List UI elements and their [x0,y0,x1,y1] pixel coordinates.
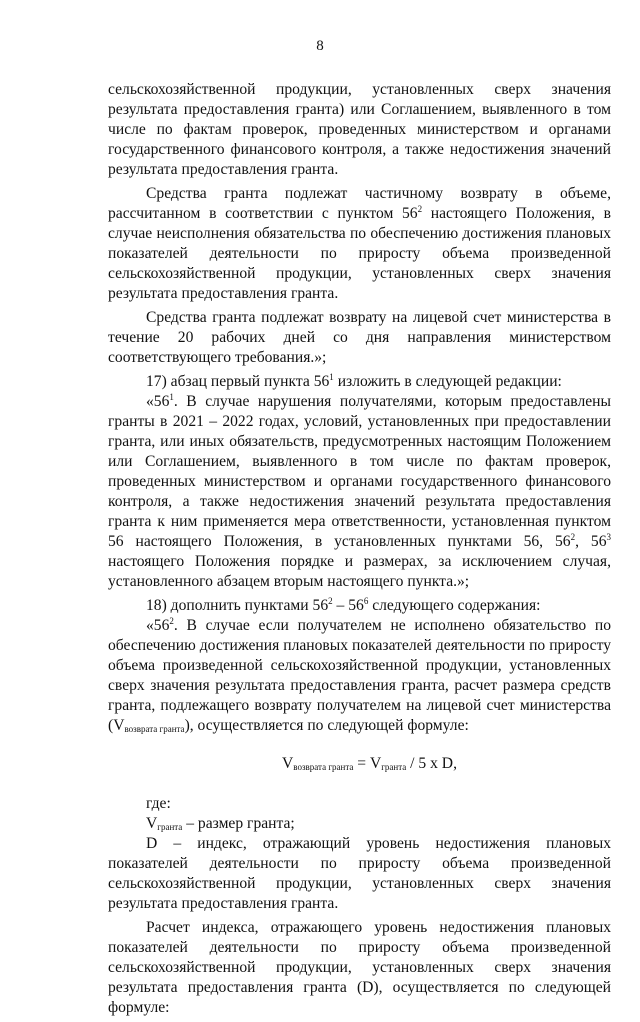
document-body [108,80,611,1022]
paragraph-56-2: «$56^2$. В случае если получателем не исполнено обязательство по обеспечению достижения плановых показателей деятельности по приросту объема произведенной сельскохозяйственной продукции, установленных сверх значения результата предоставления гранта, расчет размера средств гранта, подлежащего возврату получателем на лицевой счет министерства $(V_{возврата гранта})$, осуществляется по следующей формуле: [108,616,611,734]
page-number: 8 [316,38,324,54]
paragraph-refund-deadline: Средства гранта подлежат возврату на лицевой счет министерства в течение 20 рабочих дней со дня направления министерством соответствующего требования.»; [108,309,611,366]
paragraph-item-17: 17) абзац первый пункта $56^1$ изложить в следующей редакции: [146,372,562,390]
paragraph-56-1: «$56^1$. В случае нарушения получателями, которым предоставлены гранты в 2021 – 2022 годах, условий, установленных при предоставлении гранта, или иных обязательств, предусмотренных настоящим Положением или Соглашением, выявленного в том числе по фактам проверок, проведенных министерством и органами государственного финансового контроля, а также недостижения значений результата предоставления гранта к ним применяется мера ответственности, установленная пунктом 56 настоящего Положения, в установленных пунктами 56, $56^2$, $56^3$ настоящего Положения порядке и размерах, за исключением случая, установленного абзацем вторым настоящего пункта.»; [108,392,612,590]
paragraph-partial-refund: Средства гранта подлежат частичному возврату в объеме, рассчитанном в соответствии с пунктом $56^2$ настоящего Положения, в случае неисполнения обязательства по обеспечению достижения плановых показателей деятельности по приросту объема произведенной сельскохозяйственной продукции, установленных сверх значения результата предоставления гранта. [108,185,611,302]
refund-formula: $V_{возврата гранта} = V_{гранта} / 5$ х D, [282,755,457,772]
definition-v-grant: $V_{гранта}$ – размер гранта; [146,815,295,832]
where-label: где: [146,795,171,812]
paragraph-index-calculation: Расчет индекса, отражающего уровень недостижения плановых показателей деятельности по приросту объема произведенной сельскохозяйственной продукции, установленных сверх значения результата предоставления гранта (D), осуществляется по следующей формуле: [108,919,611,1016]
paragraph-item-18: 18) дополнить пунктами $56^2 - 56^6$ следующего содержания: [146,596,541,614]
paragraph-continuation: сельскохозяйственной продукции, установленных сверх значения результата предоставления гранта) или Соглашением, выявленного в том числе по фактам проверок, проведенных министерством и органами государственного финансового контроля, а также недостижения значений результата предоставления гранта. [108,81,611,178]
definition-d-index: D – индекс, отражающий уровень недостижения плановых показателей деятельности по приросту объема произведенной сельскохозяйственной продукции, установленных сверх значения результата предоставления гранта. [108,835,611,912]
